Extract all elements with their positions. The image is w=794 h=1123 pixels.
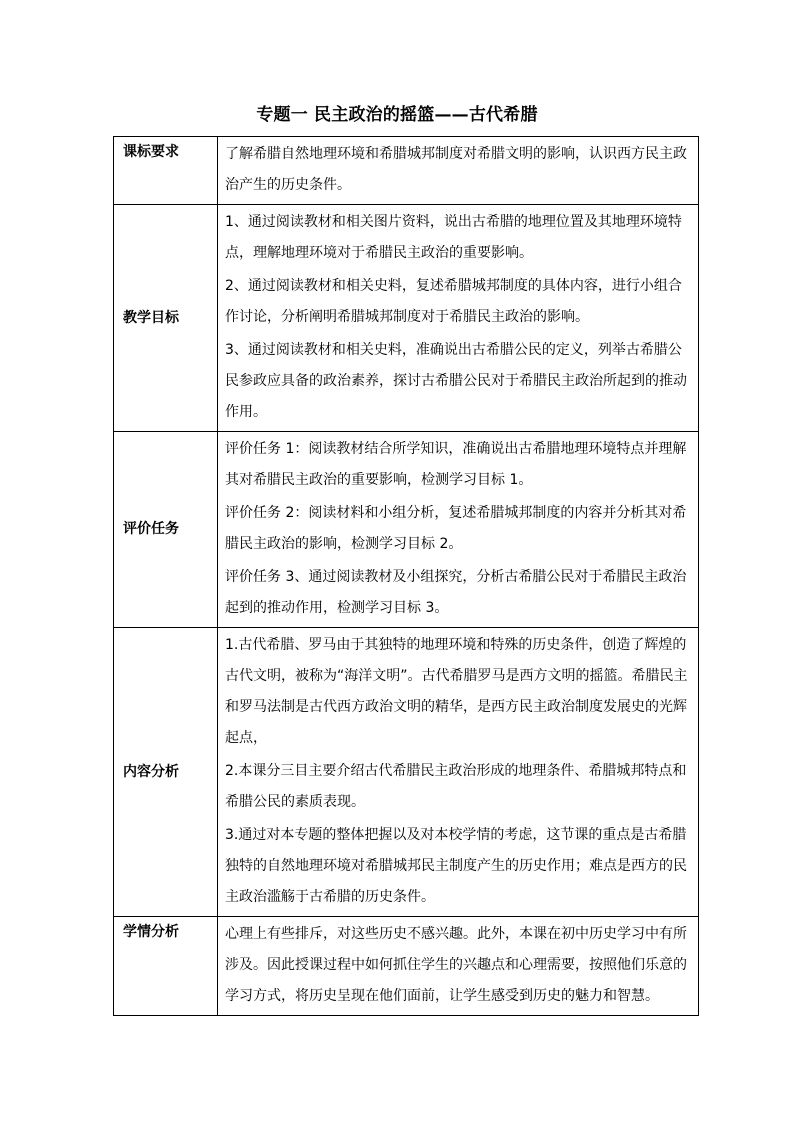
row-label: 学情分析 [114,917,218,1016]
content-paragraph: 评价任务 3、通过阅读教材及小组探究，分析古希腊公民对于希腊民主政治起到的推动作用，检测学习目标 3。 [225,569,687,616]
content-paragraph: 3、通过阅读教材和相关史料，准确说出古希腊公民的定义，列举古希腊公民参政应具备的政治素养，探讨古希腊公民对于希腊民主政治所起到的推动作用。 [225,342,687,420]
table-row-content-analysis [114,628,699,917]
row-content [218,205,699,432]
content-paragraph: 1、通过阅读教材和相关图片资料，说出古希腊的地理位置及其地理环境特点，理解地理环境对于希腊民主政治的重要影响。 [225,214,682,261]
row-label: 课标要求 [114,137,218,205]
content-paragraph: 评价任务 1：阅读教材结合所学知识，准确说出古希腊地理环境特点并理解其对希腊民主政治的重要影响，检测学习目标 1。 [225,441,687,488]
table-row-learner-analysis [114,917,699,1016]
content-paragraph: 1.古代希腊、罗马由于其独特的地理环境和特殊的历史条件，创造了辉煌的古代文明，被称为“海洋文明”。古代希腊罗马是西方文明的摇篮。希腊民主和罗马法制是古代西方政治文明的精华，是西方民主政治制度发展史的光辉起点， [225,637,688,746]
table-row-assessment-tasks [114,432,699,628]
content-paragraph: 了解希腊自然地理环境和希腊城邦制度对希腊文明的影响，认识西方民主政治产生的历史条件。 [225,146,687,193]
document-title: 专题一 民主政治的摇篮——古代希腊 [256,105,538,125]
table-row-curriculum-requirements [114,137,699,205]
content-paragraph: 心理上有些排斥，对这些历史不感兴趣。此外，本课在初中历史学习中有所涉及。因此授课过程中如何抓住学生的兴趣点和心理需要，按照他们乐意的学习方式，将历史呈现在他们面前，让学生感受到历史的魅力和智慧。 [225,926,687,1004]
row-label: 内容分析 [114,628,218,917]
row-label: 教学目标 [114,205,218,432]
content-paragraph: 2.本课分三目主要介绍古代希腊民主政治形成的地理条件、希腊城邦特点和希腊公民的素质表现。 [225,763,687,810]
content-paragraph: 2、通过阅读教材和相关史料，复述希腊城邦制度的具体内容，进行小组合作讨论，分析阐明希腊城邦制度对于希腊民主政治的影响。 [225,278,682,325]
content-paragraph: 3.通过对本专题的整体把握以及对本校学情的考虑，这节课的重点是古希腊独特的自然地理环境对希腊城邦民主制度产生的历史作用；难点是西方的民主政治滥觞于古希腊的历史条件。 [225,827,687,905]
row-content [218,628,699,917]
content-paragraph: 评价任务 2：阅读材料和小组分析，复述希腊城邦制度的内容并分析其对希腊民主政治的影响，检测学习目标 2。 [225,505,687,552]
row-content [218,917,699,1016]
row-content [218,137,699,205]
row-content [218,432,699,628]
row-label: 评价任务 [114,432,218,628]
table-row-teaching-objectives [114,205,699,432]
lesson-plan-table [113,136,699,1016]
